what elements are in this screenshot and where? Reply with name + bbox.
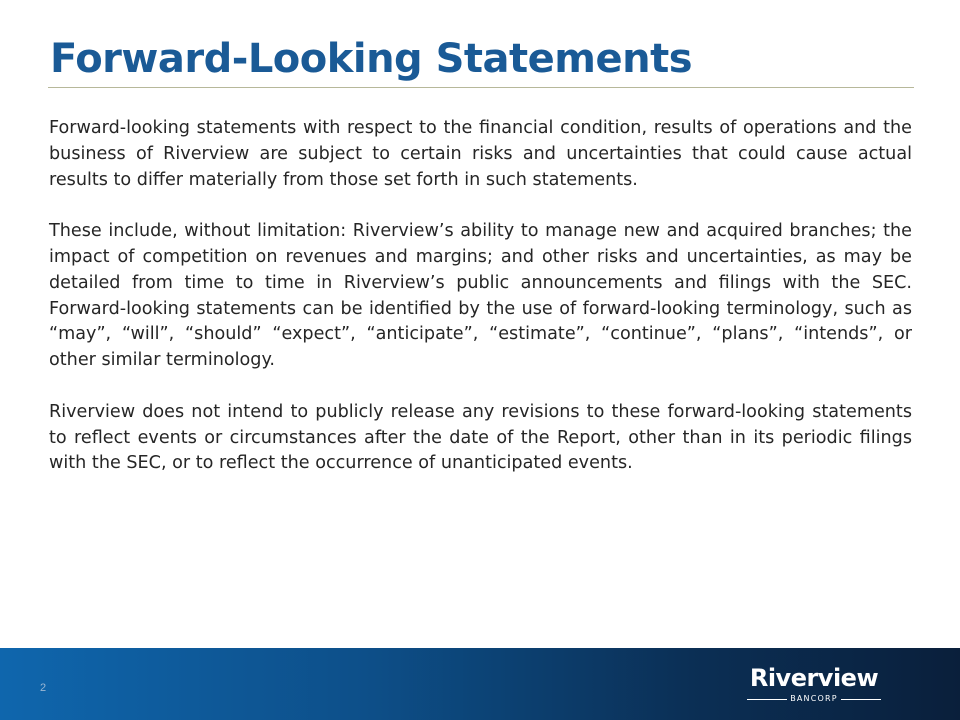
body-text [49, 116, 912, 477]
logo-wordmark: Riverview [749, 664, 879, 692]
logo-rule-left [747, 699, 787, 700]
logo-subtitle: BANCORP [790, 694, 838, 703]
paragraph-forward-looking: Forward-looking statements with respect to the financial condition, results of operations and the business of Riverview are subject to certain risks and uncertainties that could cause actual results to differ materially from those set forth in such statements. [49, 118, 912, 190]
page-number: 2 [40, 682, 47, 694]
paragraph-no-revisions: Riverview does not intend to publicly release any revisions to these forward-looking statements to reflect events or circumstances after the date of the Report, other than in its periodic filings with the SEC, or to reflect the occurrence of unanticipated events. [49, 401, 912, 474]
logo-subtitle-row [744, 692, 884, 706]
title-divider [48, 87, 914, 88]
paragraph-risks: These include, without limitation: Riverview’s ability to manage new and acquired branches; the impact of competition on revenues and margins; and other risks and uncertainties, as may be detailed from time to time in Riverview’s public announcements and filings with the SEC. Forward-looking statements can be identified by the use of forward-looking terminology, such as “may”, “will”, “should” “expect”, “anticipate”, “estimate”, “continue”, “plans”, “intends”, or other similar terminology. [49, 221, 912, 371]
riverview-bancorp-logo [744, 664, 884, 706]
slide-title: Forward-Looking Statements [50, 36, 692, 82]
logo-rule-right [841, 699, 881, 700]
